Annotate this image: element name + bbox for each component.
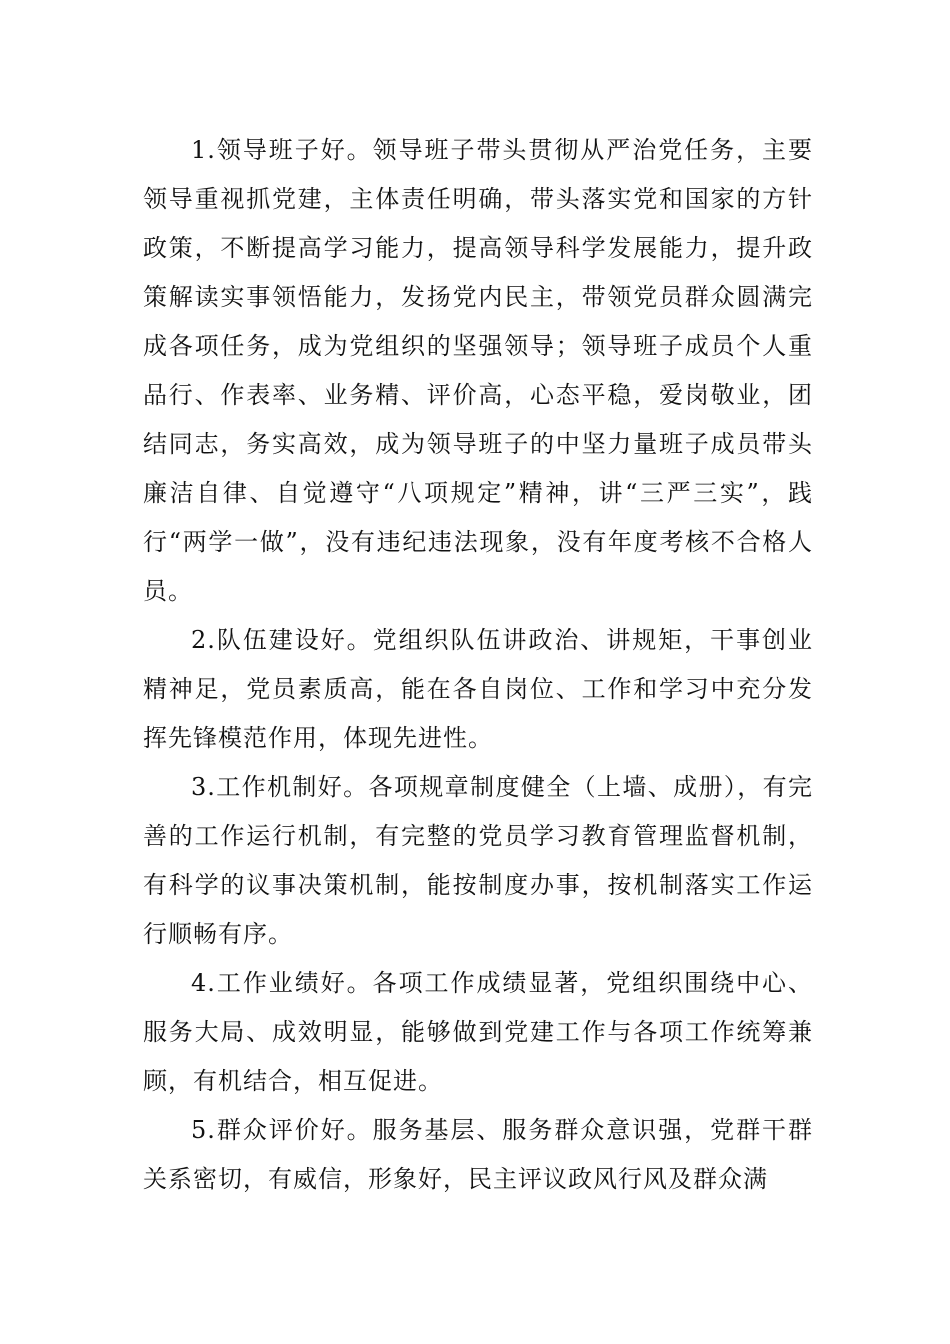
paragraph-leadership: 1.领导班子好。领导班子带头贯彻从严治党任务，主要领导重视抓党建，主体责任明确，带头落实党和国家的方针政策，不断提高学习能力，提高领导科学发展能力，提升政策解读实事领悟能力，发扬党内民主，带领党员群众圆满完成各项任务，成为党组织的坚强领导；领导班子成员个人重品行、作表率、业务精、评价高，心态平稳，爱岗敬业，团结同志，务实高效，成为领导班子的中坚力量班子成员带头廉洁自律、自觉遵守“八项规定”精神，讲“三严三实”，践行“两学一做”，没有违纪违法现象，没有年度考核不合格人员。 bbox=[143, 136, 813, 605]
paragraph-work-performance: 4.工作业绩好。各项工作成绩显著，党组织围绕中心、服务大局、成效明显，能够做到党建工作与各项工作统筹兼顾，有机结合，相互促进。 bbox=[143, 969, 813, 1095]
paragraph-work-mechanism: 3.工作机制好。各项规章制度健全（上墙、成册），有完善的工作运行机制，有完整的党员学习教育管理监督机制，有科学的议事决策机制，能按制度办事，按机制落实工作运行顺畅有序。 bbox=[143, 773, 813, 948]
paragraph-public-evaluation: 5.群众评价好。服务基层、服务群众意识强，党群干群关系密切，有威信，形象好，民主评议政风行风及群众满 bbox=[143, 1116, 813, 1193]
paragraph-team-building: 2.队伍建设好。党组织队伍讲政治、讲规矩，干事创业精神足，党员素质高，能在各自岗位、工作和学习中充分发挥先锋模范作用，体现先进性。 bbox=[143, 626, 813, 752]
document-body bbox=[143, 126, 813, 1204]
